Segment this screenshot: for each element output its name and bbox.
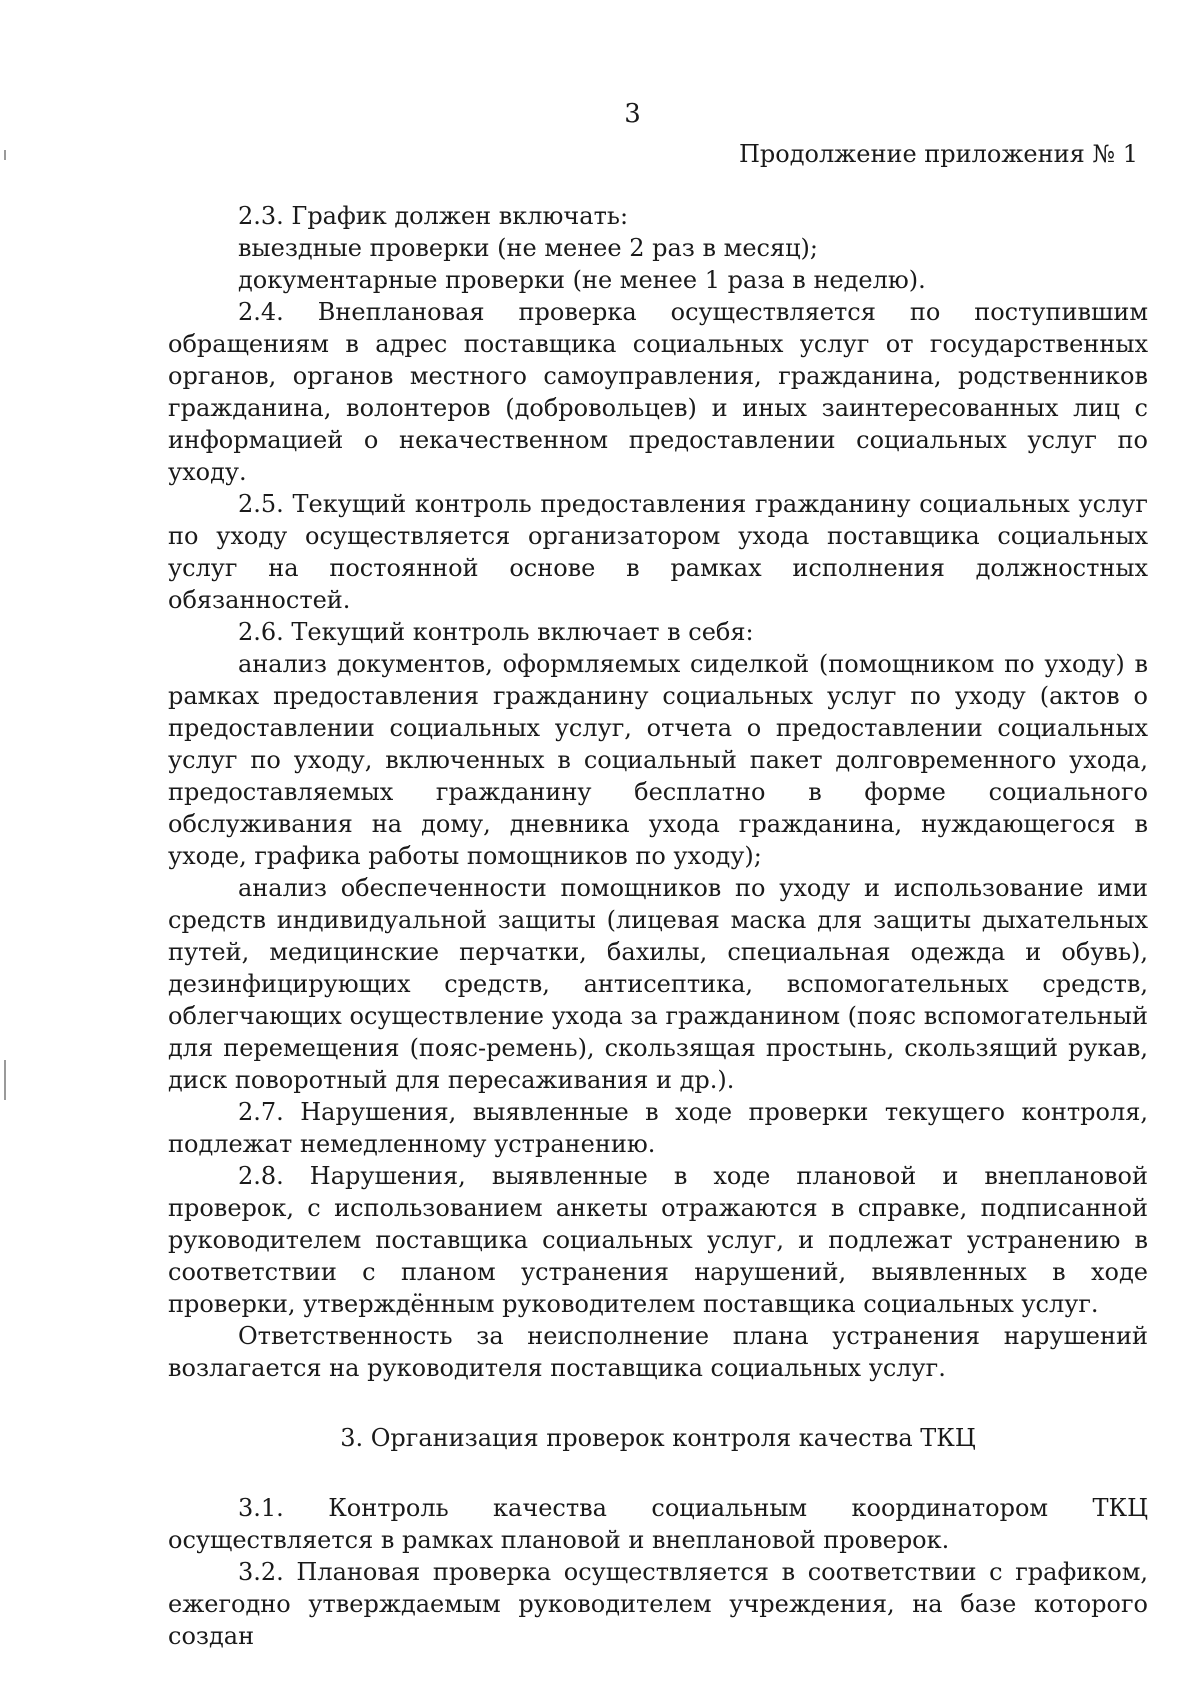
scan-edge-mark [4, 150, 6, 160]
paragraph-2-4: 2.4. Внеплановая проверка осуществляется по поступившим обращениям в адрес поставщика социальных услуг от государственных органов, органов местного самоуправления, гражданина, родственников гражданина, волонтеров (добровольцев) и иных заинтересованных лиц с информацией о некачественном предоставлении социальных услуг по уходу. [168, 298, 1148, 486]
section-3-heading: 3. Организация проверок контроля качества ТКЦ [340, 1424, 976, 1452]
paragraph-2-3: 2.3. График должен включать: [238, 202, 629, 230]
paragraph-2-7: 2.7. Нарушения, выявленные в ходе проверки текущего контроля, подлежат немедленному устранению. [168, 1098, 1148, 1158]
document-body [168, 200, 1148, 1652]
list-item-equipment-analysis: анализ обеспеченности помощников по уходу и использование ими средств индивидуальной защиты (лицевая маска для защиты дыхательных путей, медицинские перчатки, бахилы, специальная одежда и обувь), дезинфицирующих средств, антисептика, вспомогательных средств, облегчающих осуществление ухода за гражданином (пояс вспомогательный для перемещения (пояс-ремень), скользящая простынь, скользящий рукав, диск поворотный для пересаживания и др.). [168, 874, 1148, 1094]
paragraph-3-2: 3.2. Плановая проверка осуществляется в соответствии с графиком, ежегодно утверждаемым руководителем учреждения, на базе которого создан [168, 1558, 1148, 1650]
paragraph-3-1: 3.1. Контроль качества социальным координатором ТКЦ осуществляется в рамках плановой и внеплановой проверок. [168, 1494, 1148, 1554]
scan-edge-mark [4, 1060, 6, 1100]
list-item-field-checks: выездные проверки (не менее 2 раз в месяц); [238, 234, 818, 262]
paragraph-responsibility: Ответственность за неисполнение плана устранения нарушений возлагается на руководителя поставщика социальных услуг. [168, 1322, 1148, 1382]
list-item-document-analysis: анализ документов, оформляемых сиделкой (помощником по уходу) в рамках предоставления гражданину социальных услуг по уходу (актов о предоставлении социальных услуг, отчета о предоставлении социальных услуг по уходу, включенных в социальный пакет долговременного ухода, предоставляемых гражданину бесплатно в форме социального обслуживания на дому, дневника ухода гражданина, нуждающегося в уходе, графика работы помощников по уходу); [168, 650, 1148, 870]
paragraph-2-8: 2.8. Нарушения, выявленные в ходе плановой и внеплановой проверок, с использованием анкеты отражаются в справке, подписанной руководителем поставщика социальных услуг, и подлежат устранению в соответствии с планом устранения нарушений, выявленных в ходе проверки, утверждённым руководителем поставщика социальных услуг. [168, 1162, 1148, 1318]
list-item-document-checks: документарные проверки (не менее 1 раза в неделю). [238, 266, 926, 294]
page-number: 3 [624, 99, 641, 129]
appendix-continuation-label: Продолжение приложения № 1 [738, 140, 1138, 168]
paragraph-2-6: 2.6. Текущий контроль включает в себя: [238, 618, 754, 646]
paragraph-2-5: 2.5. Текущий контроль предоставления гражданину социальных услуг по уходу осуществляется организатором ухода поставщика социальных услуг на постоянной основе в рамках исполнения должностных обязанностей. [168, 490, 1148, 614]
